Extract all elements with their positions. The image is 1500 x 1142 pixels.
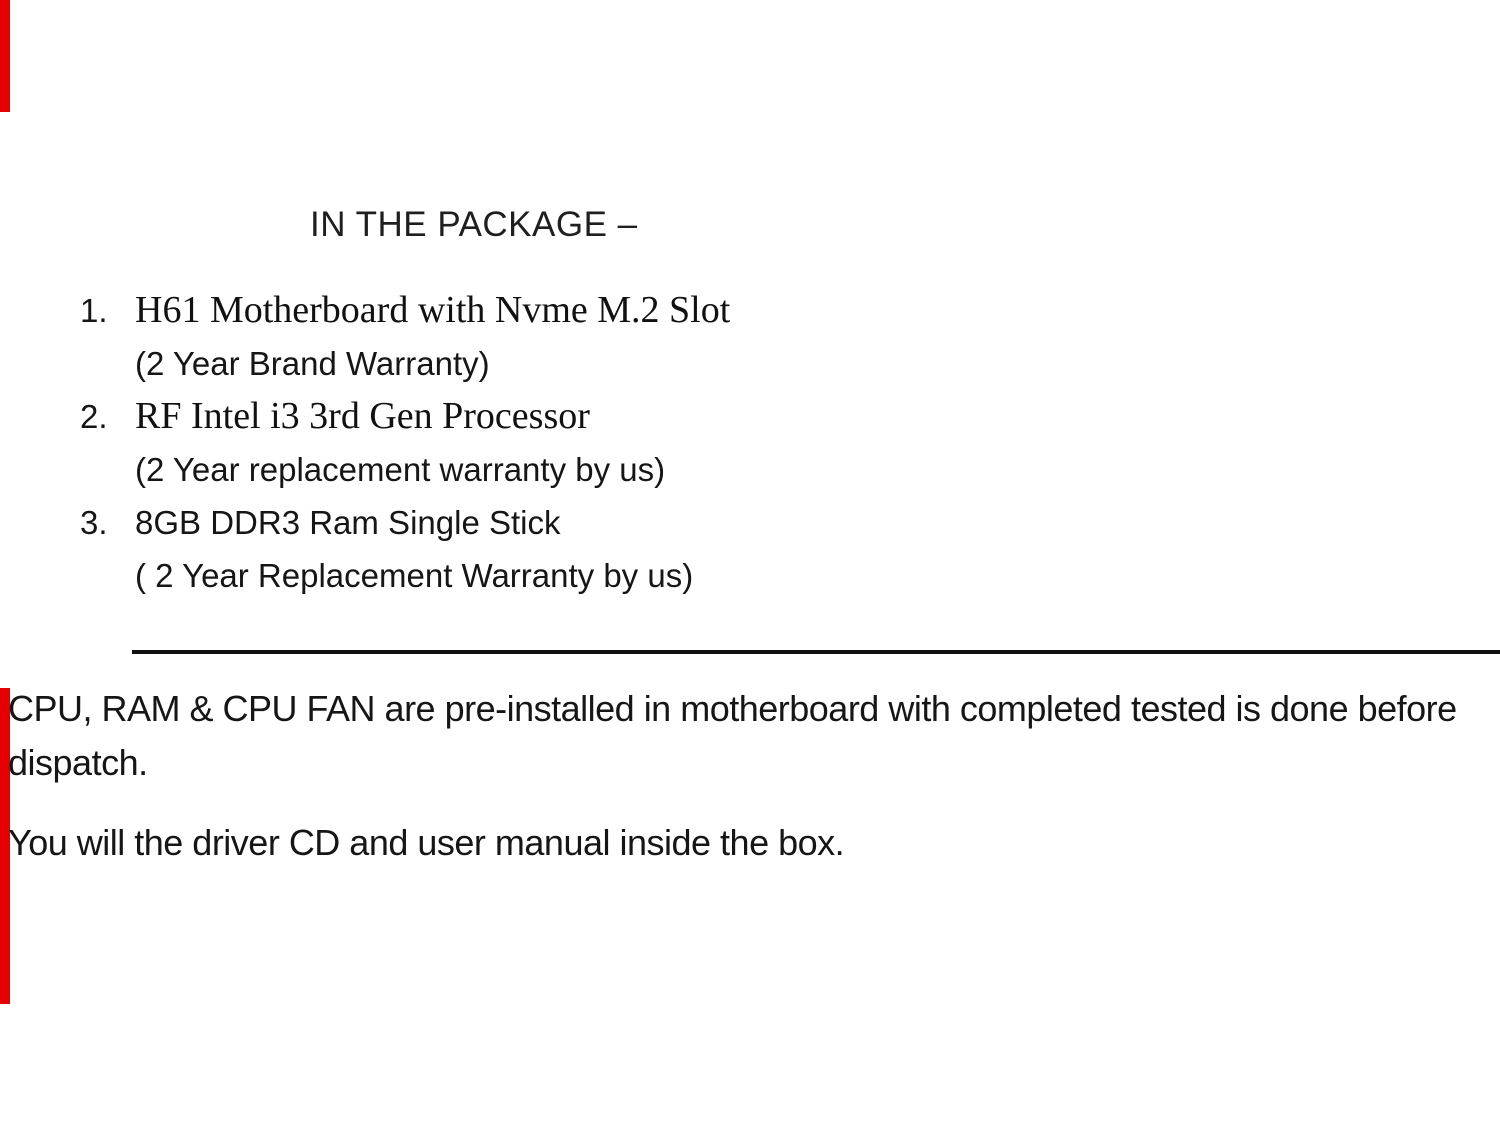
- list-item-name: RF Intel i3 3rd Gen Processor: [135, 395, 590, 437]
- left-edge-red-mark-top: [0, 0, 10, 112]
- list-item-number: 1.: [80, 292, 108, 329]
- driver-cd-note: [8, 816, 844, 870]
- list-item-number: 3.: [80, 504, 108, 541]
- list-item-number-spacer: [80, 443, 135, 496]
- list-item-number: 2.: [80, 398, 108, 435]
- list-item-number-spacer: [80, 549, 135, 602]
- list-item-name: H61 Motherboard with Nvme M.2 Slot: [135, 289, 731, 331]
- preinstalled-note-line1: CPU, RAM & CPU FAN are pre-installed in motherboard with completed tested is done before: [8, 688, 1457, 729]
- list-item-warranty: (2 Year Brand Warranty): [135, 345, 490, 382]
- preinstalled-note: [8, 682, 1457, 790]
- list-item-warranty: ( 2 Year Replacement Warranty by us): [135, 557, 694, 594]
- list-item-warranty: (2 Year replacement warranty by us): [135, 451, 666, 488]
- driver-cd-note-line: You will the driver CD and user manual inside the box.: [8, 822, 845, 863]
- list-item-number-spacer: [80, 337, 135, 390]
- list-item-name: 8GB DDR3 Ram Single Stick: [135, 504, 561, 541]
- divider-line: [132, 650, 1500, 654]
- page-title: IN THE PACKAGE –: [310, 205, 638, 244]
- package-list: [80, 284, 730, 602]
- preinstalled-note-line2: dispatch.: [8, 742, 148, 783]
